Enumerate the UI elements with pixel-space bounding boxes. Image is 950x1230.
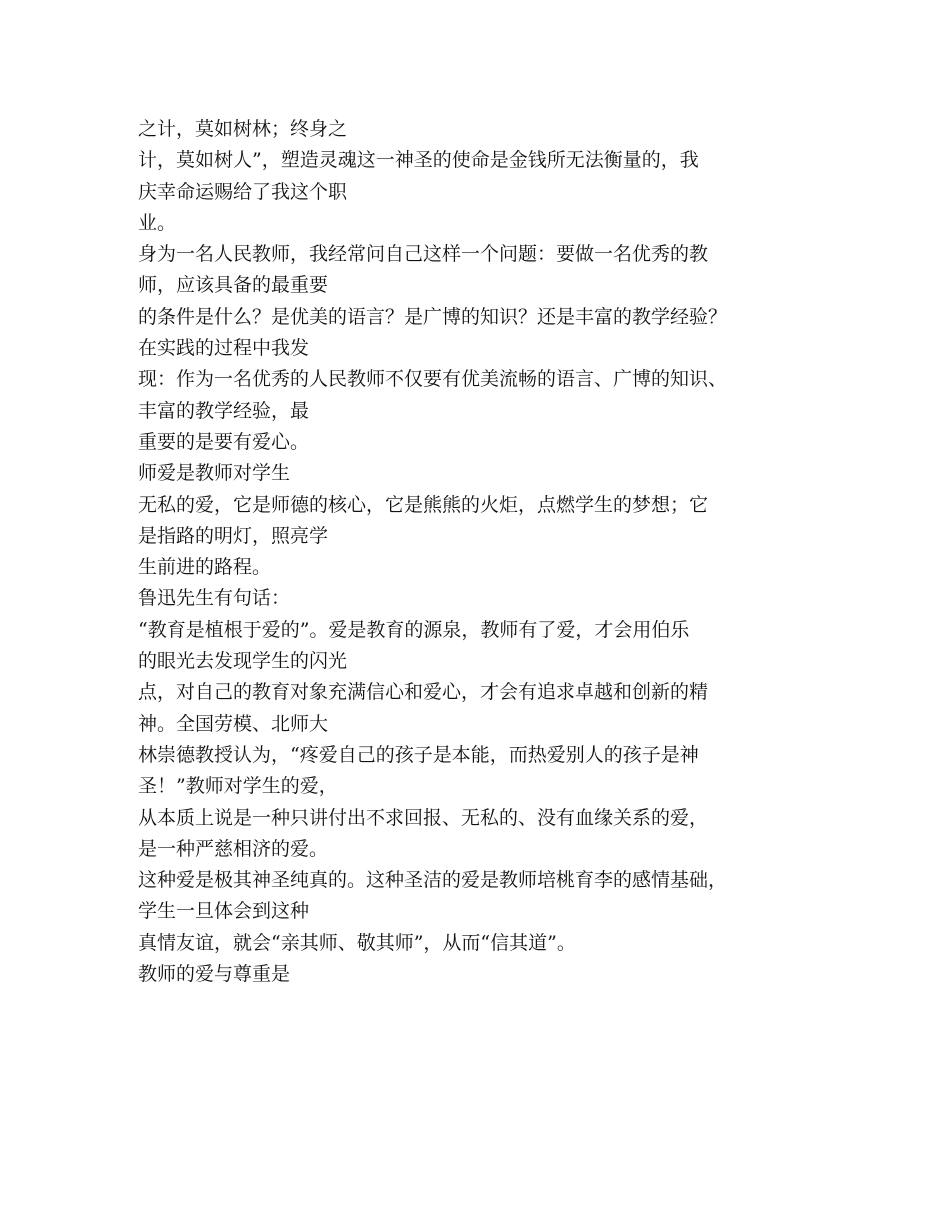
text-line: 计，莫如树人”，塑造灵魂这一神圣的使命是金钱所无法衡量的，我 (138, 149, 699, 172)
text-line: 庆幸命运赐给了我这个职 (138, 180, 348, 203)
text-line: 圣！”教师对学生的爱， (138, 775, 338, 798)
text-line: 从本质上说是一种只讲付出不求回报、无私的、没有血缘关系的爱， (138, 806, 709, 829)
text-line: 身为一名人民教师，我经常问自己这样一个问题：要做一名优秀的教 (138, 243, 709, 266)
text-line: 生前进的路程。 (138, 556, 272, 579)
text-line: 无私的爱，它是师德的核心，它是熊熊的火炬，点燃学生的梦想；它 (138, 493, 709, 516)
text-line: 业。 (138, 211, 177, 234)
text-line: 林崇德教授认为，“疼爱自己的孩子是本能，而热爱别人的孩子是神 (138, 743, 699, 766)
text-line: 真情友谊，就会“亲其师、敬其师”，从而“信其道”。 (138, 931, 576, 954)
text-line: 师爱是教师对学生 (138, 462, 291, 485)
text-line: 鲁迅先生有句话： (138, 587, 291, 610)
text-line: 丰富的教学经验，最 (138, 399, 310, 422)
text-line: “教育是植根于爱的”。爱是教育的源泉，教师有了爱，才会用伯乐 (138, 618, 690, 641)
text-line: 师，应该具备的最重要 (138, 274, 329, 297)
text-line: 是指路的明灯，照亮学 (138, 524, 329, 547)
text-line: 学生一旦体会到这种 (138, 900, 310, 923)
text-line: 点，对自己的教育对象充满信心和爱心，才会有追求卓越和创新的精 (138, 681, 709, 704)
text-line: 神。全国劳模、北师大 (138, 712, 329, 735)
text-line: 现：作为一名优秀的人民教师不仅要有优美流畅的语言、广博的知识、 (138, 368, 728, 391)
text-line: 这种爱是极其神圣纯真的。这种圣洁的爱是教师培桃育李的感情基础， (138, 869, 728, 892)
text-line: 重要的是要有爱心。 (138, 430, 310, 453)
text-line: 教师的爱与尊重是 (138, 963, 291, 986)
text-line: 的条件是什么？是优美的语言？是广博的知识？还是丰富的教学经验？ (138, 305, 728, 328)
document-body (138, 114, 838, 990)
text-line: 之计，莫如树林；终身之 (138, 118, 348, 140)
text-line: 是一种严慈相济的爱。 (138, 837, 329, 860)
text-line: 的眼光去发现学生的闪光 (138, 650, 348, 673)
text-line: 在实践的过程中我发 (138, 337, 310, 360)
